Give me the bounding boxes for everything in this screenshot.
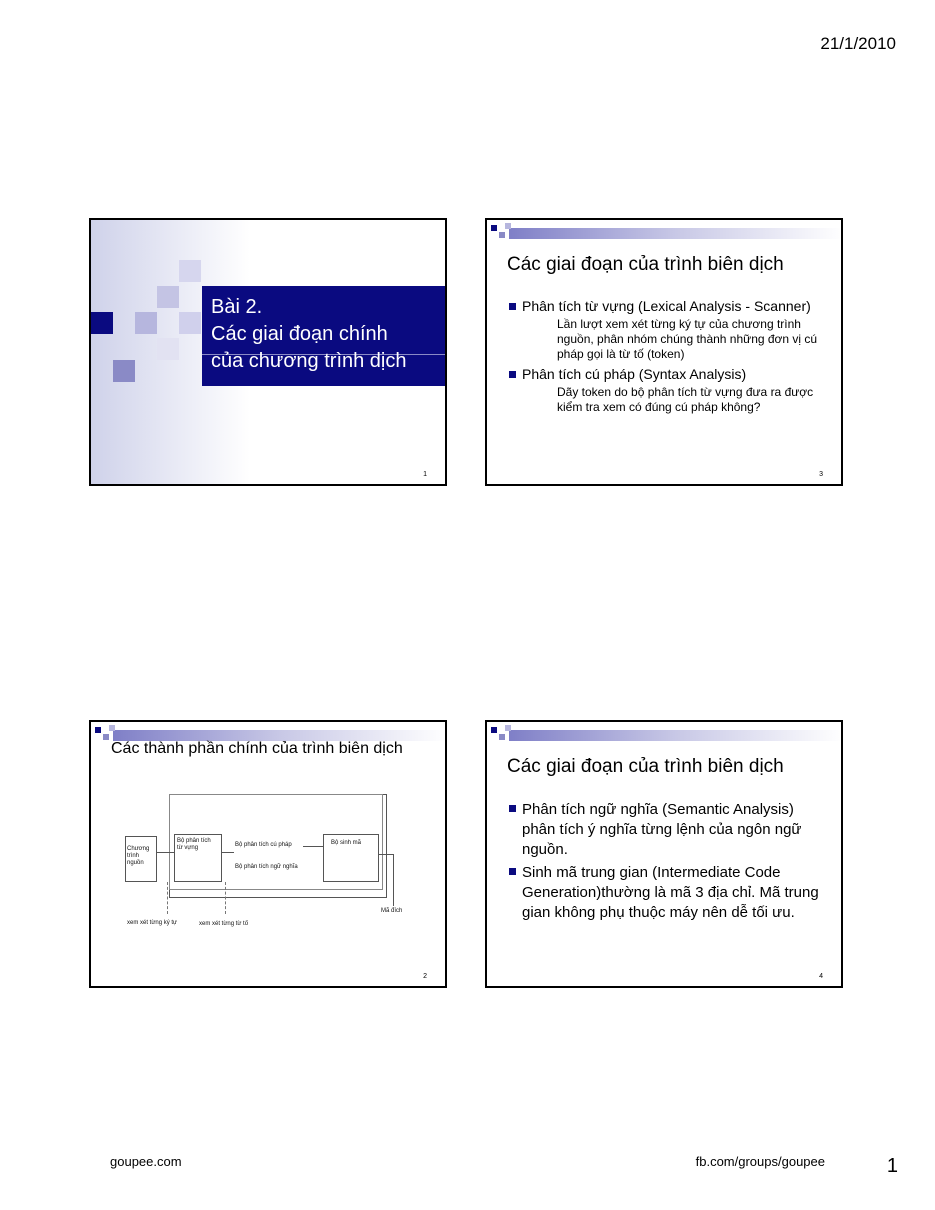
deco-square <box>505 223 511 229</box>
arrow-source-lexer <box>157 852 174 853</box>
slide-title: Các giai đoạn của trình biên dịch <box>507 254 784 275</box>
deco-square <box>135 312 157 334</box>
bullet-item: Phân tích từ vựng (Lexical Analysis - Scanner) <box>507 298 827 315</box>
title-line: của chương trình dịch <box>211 350 407 372</box>
bullet-list <box>507 298 827 419</box>
slide-4-stages <box>485 720 843 988</box>
header-gradient-line <box>509 730 843 741</box>
deco-square <box>499 232 505 238</box>
deco-square <box>113 360 135 382</box>
page-number: 1 <box>886 1155 898 1177</box>
bullet-item: Phân tích cú pháp (Syntax Analysis) <box>507 366 827 383</box>
deco-square <box>179 260 201 282</box>
deco-square <box>95 727 101 733</box>
bullet-marker <box>509 868 516 875</box>
slide-1-title <box>89 218 447 486</box>
arrow-codegen-out <box>379 854 393 855</box>
dashed-guide <box>225 882 227 914</box>
footer-right-text: fb.com/groups/goupee <box>695 1154 825 1169</box>
slide-number: 3 <box>819 471 823 478</box>
footer-left-text: goupee.com <box>110 1154 182 1169</box>
source-program-label: Chương trình nguồn <box>127 846 150 866</box>
deco-square <box>179 312 201 334</box>
compiler-diagram <box>119 794 403 934</box>
title-line: Các giai đoạn chính <box>211 323 388 345</box>
bullet-list <box>507 800 827 926</box>
deco-square <box>109 725 115 731</box>
note-characters: xem xét từng ký tự <box>127 920 178 926</box>
slide-number: 2 <box>423 973 427 980</box>
deco-square <box>491 225 497 231</box>
lexer-label: Bộ phân tích từ vựng <box>177 838 211 851</box>
slide-title: Các giai đoạn của trình biên dịch <box>507 756 784 777</box>
bullet-subtext: Lần lượt xem xét từng ký tự của chương trình nguồn, phân nhóm chúng thành những đơn vị cú pháp gọi là từ tố (token) <box>557 317 818 361</box>
bullet-marker <box>509 805 516 812</box>
deco-square <box>505 725 511 731</box>
note-tokens: xem xét từng từ tố <box>199 921 249 927</box>
slide-title: Các thành phần chính của trình biên dịch <box>111 740 403 757</box>
bullet-marker <box>509 371 516 378</box>
arrow-to-target <box>393 854 394 906</box>
codegen-label: Bộ sinh mã <box>331 840 362 846</box>
page-date: 21/1/2010 <box>820 34 896 53</box>
slide-2-components <box>89 720 447 988</box>
slide-3-stages <box>485 218 843 486</box>
title-line: Bài 2. <box>211 296 263 318</box>
bullet-marker <box>509 303 516 310</box>
slide-title <box>211 294 407 375</box>
dashed-guide <box>167 882 169 914</box>
bullet-item: Phân tích ngữ nghĩa (Semantic Analysis) phân tích ý nghĩa từng lệnh của ngôn ngữ nguồn. <box>507 800 827 860</box>
arrow-lexer-parser <box>222 852 234 853</box>
deco-square <box>91 312 113 334</box>
parser-label: Bộ phân tích cú pháp <box>235 842 292 848</box>
deco-square <box>157 338 179 360</box>
deco-square <box>103 734 109 740</box>
arrow-parser-codegen <box>303 846 323 847</box>
deco-square <box>499 734 505 740</box>
slide-number: 1 <box>423 471 427 478</box>
header-gradient-line <box>509 228 843 239</box>
slide-number: 4 <box>819 973 823 980</box>
deco-square <box>157 286 179 308</box>
deco-square <box>491 727 497 733</box>
semantic-label: Bộ phân tích ngữ nghĩa <box>235 864 298 870</box>
bullet-subtext: Dãy token do bộ phân tích từ vựng đưa ra được kiểm tra xem có đúng cú pháp không? <box>557 385 814 414</box>
bullet-item: Sinh mã trung gian (Intermediate Code Generation)thường là mã 3 địa chỉ. Mã trung gian không phụ thuộc máy nên dễ tối ưu. <box>507 863 827 923</box>
target-code-label: Mã đích <box>381 908 403 914</box>
